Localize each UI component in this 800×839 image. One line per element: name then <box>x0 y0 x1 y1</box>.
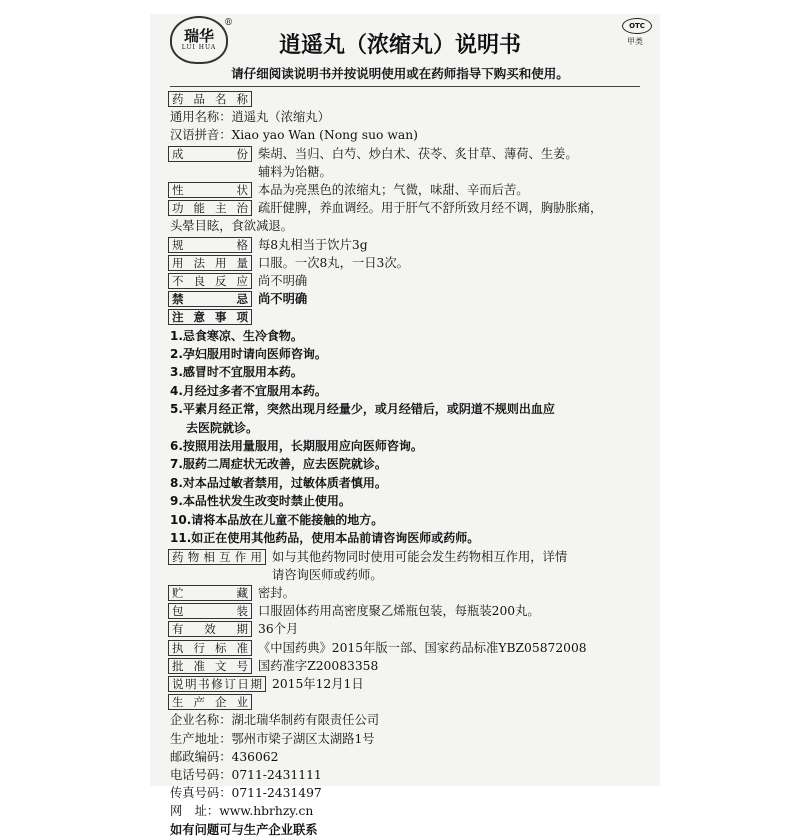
website-link[interactable]: www.hbrhzy.cn <box>219 804 314 819</box>
list-item: 8.对本品过敏者禁用，过敏体质者慎用。 <box>170 475 387 490</box>
generic-name-value: 逍遥丸（浓缩丸） <box>231 110 330 125</box>
properties-value: 本品为亮黑色的浓缩丸；气微，味甜、辛而后苦。 <box>258 183 529 198</box>
approval-row <box>168 657 650 675</box>
spec-value: 每8丸相当于饮片3g <box>258 237 368 252</box>
function-row <box>168 199 650 217</box>
drug-name-header: 药品名称 <box>168 91 252 107</box>
pinyin-label: 汉语拼音： <box>170 128 232 143</box>
company-value: 湖北瑞华制药有限责任公司 <box>231 713 380 728</box>
address-value: 鄂州市梁子湖区太湖路1号 <box>231 731 375 746</box>
logo-sub-text: LUI HUA <box>181 44 217 51</box>
manufacturer-header-row <box>168 693 650 711</box>
adverse-label: 不良反应 <box>168 273 252 289</box>
logo-mark-text: 瑞华 <box>183 27 214 45</box>
interaction-row <box>168 548 650 566</box>
pinyin-row <box>168 126 650 144</box>
leaflet-content <box>168 90 650 839</box>
interaction-label: 药物相互作用 <box>168 549 266 565</box>
package-row <box>168 602 650 620</box>
website-row <box>168 802 650 820</box>
usage-row <box>168 254 650 272</box>
usage-value: 口服。一次8丸，一日3次。 <box>258 255 409 270</box>
list-item: 10.请将本品放在儿童不能接触的地方。 <box>170 512 384 527</box>
postcode-value: 436062 <box>231 749 279 764</box>
list-item-continuation: 去医院就诊。 <box>186 420 259 435</box>
fax-label: 传真号码： <box>170 786 232 801</box>
postcode-row <box>168 748 650 766</box>
fax-value: 0711-2431497 <box>231 786 322 801</box>
package-label: 包 装 <box>168 603 252 619</box>
postcode-label: 邮政编码： <box>170 749 232 764</box>
storage-row <box>168 584 650 602</box>
adverse-row <box>168 272 650 290</box>
generic-name-label: 通用名称： <box>170 110 232 125</box>
validity-label: 有 效 期 <box>168 621 252 637</box>
phone-label: 电话号码： <box>170 767 232 782</box>
list-item: 7.服药二周症状无改善，应去医院就诊。 <box>170 457 387 472</box>
ingredients-value-line2: 辅料为饴糖。 <box>258 164 332 179</box>
notes-header: 注意事项 <box>168 309 252 325</box>
interaction-value-line2: 请咨询医师或药师。 <box>272 567 383 582</box>
list-item: 9.本品性状发生改变时禁止使用。 <box>170 494 351 509</box>
phone-value: 0711-2431111 <box>231 767 322 782</box>
page-subtitle: 请仔细阅读说明书并按说明使用或在药师指导下购买和使用。 <box>231 66 569 81</box>
standard-label: 执行标准 <box>168 640 252 656</box>
ingredients-label: 成 份 <box>168 146 252 162</box>
registered-mark: ® <box>224 18 233 28</box>
validity-row <box>168 620 650 638</box>
company-row <box>168 711 650 729</box>
contact-footer: 如有问题可与生产企业联系 <box>170 822 318 837</box>
ingredients-row <box>168 145 650 163</box>
usage-label: 用法用量 <box>168 255 252 271</box>
ingredients-value: 柴胡、当归、白芍、炒白术、茯苓、炙甘草、薄荷、生姜。 <box>258 146 578 161</box>
contraindication-label: 禁 忌 <box>168 291 252 307</box>
revision-value: 2015年12月1日 <box>272 676 364 691</box>
website-label: 网 址： <box>170 804 220 819</box>
contraindication-value: 尚不明确 <box>258 292 308 307</box>
list-item: 11.如正在使用其他药品，使用本品前请咨询医师或药师。 <box>170 531 480 546</box>
phone-row <box>168 766 650 784</box>
header-divider <box>170 86 640 87</box>
generic-name-row <box>168 108 650 126</box>
contraindication-row <box>168 290 650 308</box>
approval-value: 国药准字Z20083358 <box>258 658 379 673</box>
page-title: 逍遥丸（浓缩丸）说明书 <box>278 33 521 58</box>
function-value: 疏肝健脾，养血调经。用于肝气不舒所致月经不调，胸胁胀痛， <box>258 201 603 216</box>
properties-label: 性 状 <box>168 182 252 198</box>
address-label: 生产地址： <box>170 731 232 746</box>
spec-label: 规 格 <box>168 237 252 253</box>
revision-row <box>168 675 650 693</box>
otc-class: 甲类 <box>627 37 643 46</box>
address-row <box>168 730 650 748</box>
list-item: 6.按照用法用量服用，长期服用应向医师咨询。 <box>170 439 423 454</box>
validity-value: 36个月 <box>258 622 299 637</box>
pinyin-value: Xiao yao Wan (Nong suo wan) <box>231 128 418 143</box>
notes-header-row <box>168 308 650 326</box>
list-item: 1.忌食寒凉、生冷食物。 <box>170 328 303 343</box>
list-item: 2.孕妇服用时请向医师咨询。 <box>170 347 327 362</box>
otc-badge: OTC <box>622 18 652 34</box>
storage-label: 贮 藏 <box>168 585 252 601</box>
spec-row <box>168 236 650 254</box>
package-value: 口服固体药用高密度聚乙烯瓶包装，每瓶装200丸。 <box>258 604 540 619</box>
function-label: 功能主治 <box>168 200 252 216</box>
adverse-value: 尚不明确 <box>258 274 308 289</box>
function-value-line2: 头晕目眩，食欲减退。 <box>170 219 293 234</box>
storage-value: 密封。 <box>258 585 295 600</box>
list-item: 5.平素月经正常，突然出现月经量少，或月经错后，或阴道不规则出血应 <box>170 402 555 417</box>
precautions-list <box>168 327 650 548</box>
approval-label: 批准文号 <box>168 658 252 674</box>
list-item: 4.月经过多者不宜服用本药。 <box>170 383 327 398</box>
properties-row <box>168 181 650 199</box>
standard-value: 《中国药典》2015年版一部、国家药品标准YBZ05872008 <box>258 640 587 655</box>
interaction-value: 如与其他药物同时使用可能会发生药物相互作用，详情 <box>272 549 568 564</box>
revision-label: 说明书修订日期 <box>168 676 266 692</box>
section-drug-name <box>168 90 650 108</box>
manufacturer-header: 生产企业 <box>168 694 252 710</box>
standard-row <box>168 639 650 657</box>
company-label: 企业名称： <box>170 713 232 728</box>
list-item: 3.感冒时不宜服用本药。 <box>170 365 303 380</box>
